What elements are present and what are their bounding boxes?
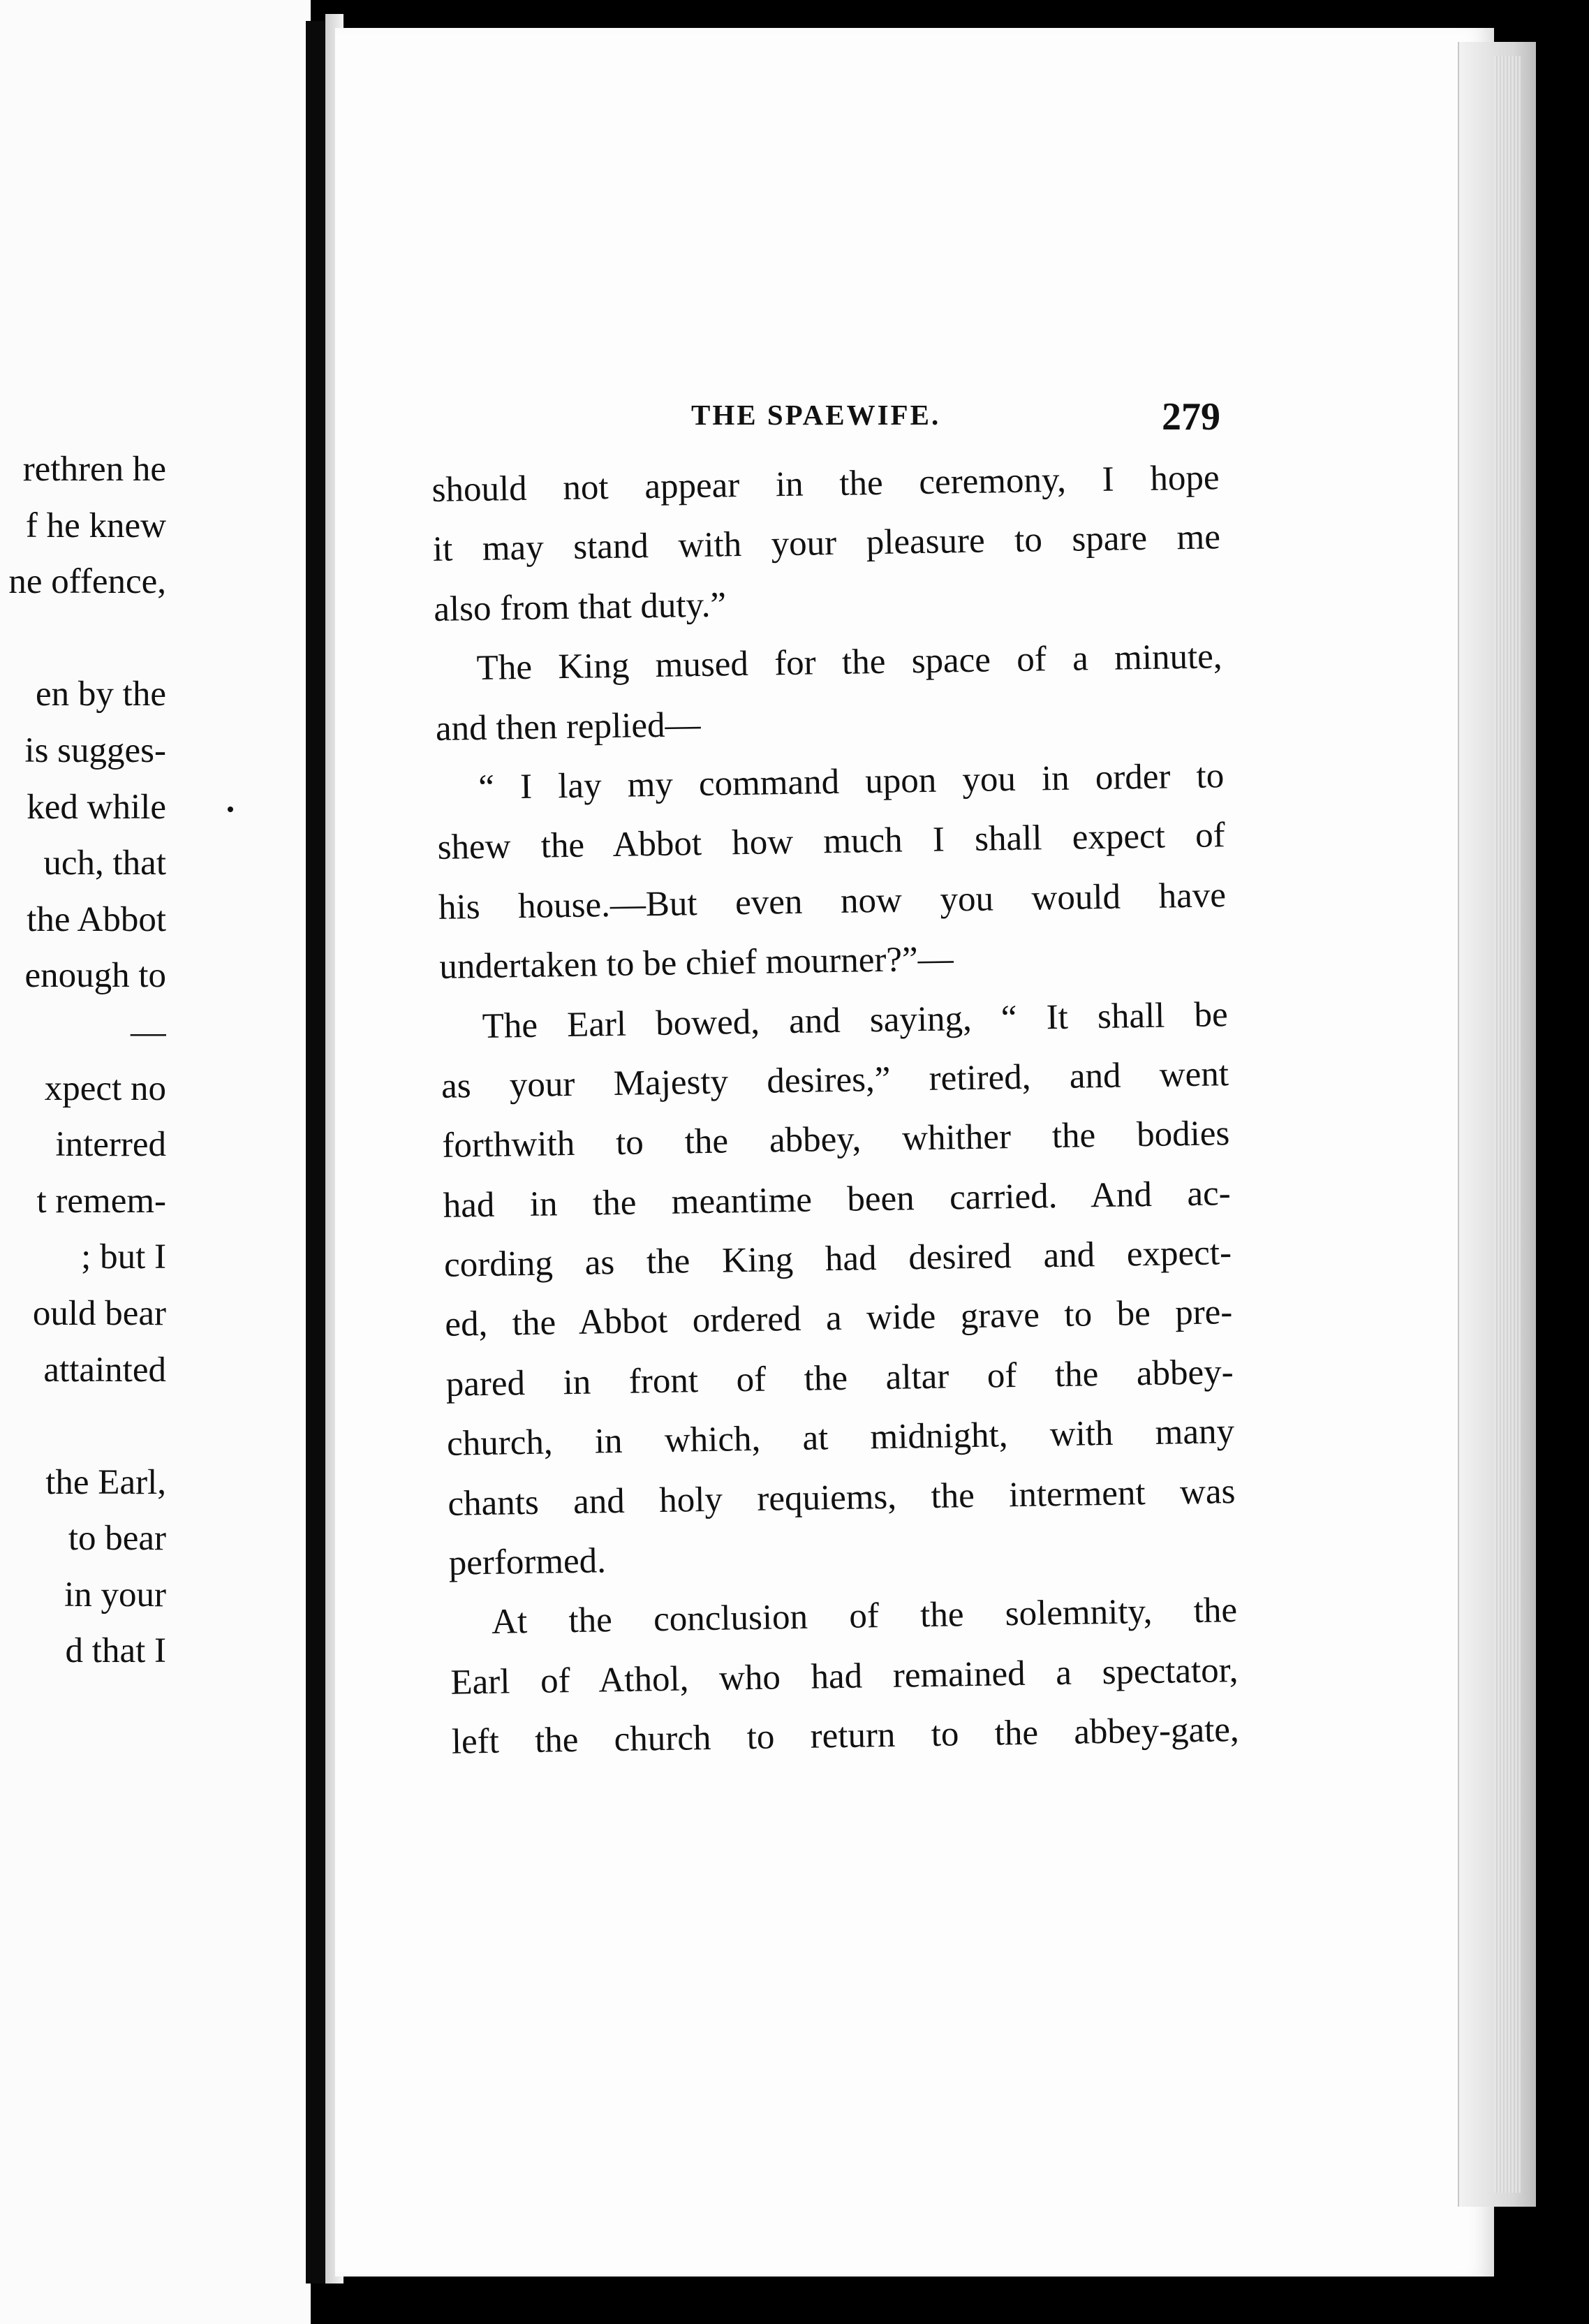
facing-page-line: ; but I xyxy=(81,1237,166,1277)
body-line: At the conclusion of the solemnity, the xyxy=(491,1591,1238,1642)
body-line: pared in front of the altar of the abbey- xyxy=(445,1352,1234,1404)
body-line: The King mused for the space of a minute, xyxy=(476,637,1222,689)
facing-page-line: ould bear xyxy=(32,1293,166,1333)
page-stack-fibers xyxy=(1494,56,1522,2193)
facing-page-line: attainted xyxy=(43,1350,166,1390)
facing-page-line: — xyxy=(131,1012,166,1052)
body-text xyxy=(431,448,1239,1772)
body-line: forthwith to the abbey, whither the bodies xyxy=(441,1114,1230,1166)
facing-page-line: the Abbot xyxy=(27,899,166,939)
facing-page-line: the Earl, xyxy=(45,1462,166,1502)
facing-page-line: enough to xyxy=(24,956,166,996)
body-line: “ I lay my command upon you in order to xyxy=(478,756,1225,807)
ink-speck xyxy=(228,807,233,812)
facing-page-line: interred xyxy=(55,1125,166,1165)
facing-page-text xyxy=(8,440,166,1678)
facing-page-line xyxy=(8,609,166,665)
body-line: also from that duty.” xyxy=(433,585,727,629)
page-number: 279 xyxy=(1162,395,1220,439)
facing-page-line: in your xyxy=(64,1575,166,1615)
facing-page-line: en by the xyxy=(36,675,166,714)
facing-page-line: xpect no xyxy=(44,1068,166,1108)
facing-page-line: uch, that xyxy=(43,844,166,883)
body-line: cording as the King had desired and expect- xyxy=(443,1233,1232,1285)
facing-page-line: rethren he xyxy=(22,450,166,489)
body-line: had in the meantime been carried. And ac- xyxy=(443,1173,1232,1226)
body-line: church, in which, at midnight, with many xyxy=(446,1412,1235,1464)
running-head: THE SPAEWIFE. xyxy=(691,399,941,431)
body-line: as your Majesty desires,” retired, and went xyxy=(441,1054,1229,1106)
body-line: The Earl bowed, and saying, “ It shall be xyxy=(482,994,1229,1046)
body-line: his house.—But even now you would have xyxy=(438,875,1227,927)
body-line: undertaken to be chief mourner?”— xyxy=(438,939,954,987)
facing-page-line: to bear xyxy=(68,1519,166,1559)
body-line: shew the Abbot how much I shall expect of xyxy=(437,816,1226,868)
body-line: chants and holy requiems, the interment was xyxy=(448,1471,1236,1524)
body-line: ed, the Abbot ordered a wide grave to be pre- xyxy=(444,1293,1233,1345)
book-gutter xyxy=(306,21,325,2283)
body-line: left the church to return to the abbey-gate, xyxy=(451,1710,1240,1762)
body-line: it may stand with your pleasure to spare me xyxy=(432,517,1221,570)
facing-page-line xyxy=(8,1397,166,1453)
body-line: should not appear in the ceremony, I hope xyxy=(431,458,1220,510)
facing-page-text-clip xyxy=(0,0,166,2324)
facing-page-line: ne offence, xyxy=(8,562,166,602)
facing-page-line: d that I xyxy=(65,1631,166,1671)
facing-page-line: f he knew xyxy=(25,506,166,545)
facing-page-line: is sugges- xyxy=(24,730,166,770)
body-line: performed. xyxy=(448,1541,607,1583)
body-line: and then replied— xyxy=(435,705,701,749)
facing-page xyxy=(0,0,311,2324)
body-line: Earl of Athol, who had remained a spectator, xyxy=(450,1650,1239,1702)
facing-page-line: ked while xyxy=(27,787,166,827)
facing-page-line: t remem- xyxy=(36,1181,166,1221)
